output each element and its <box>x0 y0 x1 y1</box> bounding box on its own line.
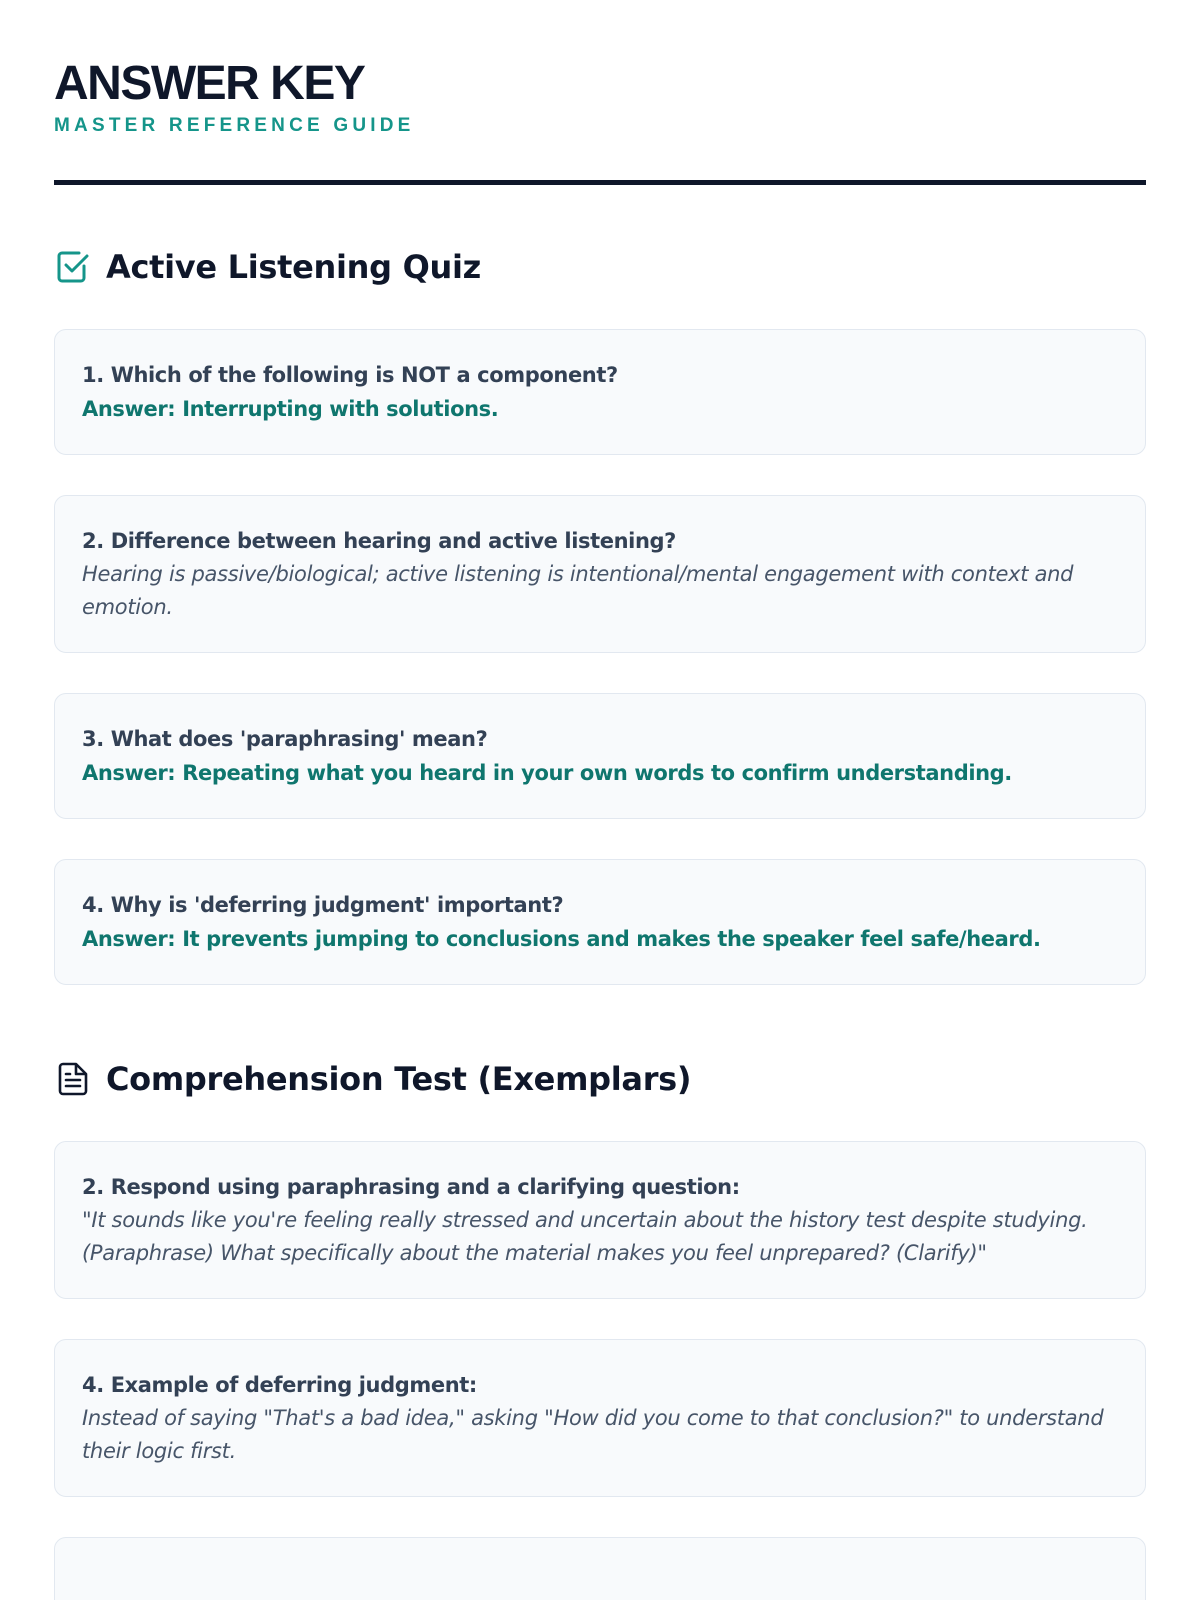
question-text: 1. Which of the following is NOT a component? <box>82 363 618 387</box>
answer-card <box>54 693 1146 819</box>
quiz-answer-list <box>54 329 1146 985</box>
answer-card <box>54 1141 1146 1299</box>
answer-note: Hearing is passive/biological; active listening is intentional/mental engagement with context and emotion. <box>82 562 1074 619</box>
answer-card <box>54 1339 1146 1497</box>
question-text: 4. Why is 'deferring judgment' important? <box>82 893 564 917</box>
section-title: Active Listening Quiz <box>106 248 481 286</box>
page-title: ANSWER KEY <box>54 57 365 110</box>
question-text: 2. Respond using paraphrasing and a clarifying question: <box>82 1175 740 1199</box>
document-icon <box>54 1060 92 1098</box>
section-heading-quiz <box>54 247 1146 287</box>
section-title: Comprehension Test (Exemplars) <box>106 1060 692 1098</box>
page-subtitle: MASTER REFERENCE GUIDE <box>54 115 415 136</box>
header-divider <box>54 180 1146 185</box>
answer-text: Answer: Interrupting with solutions. <box>82 397 499 421</box>
question-text: 3. What does 'paraphrasing' mean? <box>82 727 488 751</box>
answer-text: Answer: Repeating what you heard in your own words to confirm understanding. <box>82 761 1012 785</box>
answer-note: "It sounds like you're feeling really stressed and uncertain about the history test despite studying. (Paraphrase) What specifically about the material makes you feel unprepared? (Clarify)" <box>82 1208 1088 1265</box>
answer-note: Instead of saying "That's a bad idea," asking "How did you come to that conclusion?" to understand their logic first. <box>82 1406 1104 1463</box>
answer-text: Answer: It prevents jumping to conclusions and makes the speaker feel safe/heard. <box>82 927 1041 951</box>
section-heading-comprehension <box>54 1059 1146 1099</box>
question-text: 2. Difference between hearing and active listening? <box>82 529 676 553</box>
answer-card <box>54 859 1146 985</box>
checkbox-icon <box>54 248 92 286</box>
answer-card <box>54 329 1146 455</box>
page-header <box>54 0 1146 138</box>
question-text: 4. Example of deferring judgment: <box>82 1373 477 1397</box>
comprehension-answer-list <box>54 1141 1146 1600</box>
answer-card <box>54 495 1146 653</box>
answer-card <box>54 1537 1146 1600</box>
